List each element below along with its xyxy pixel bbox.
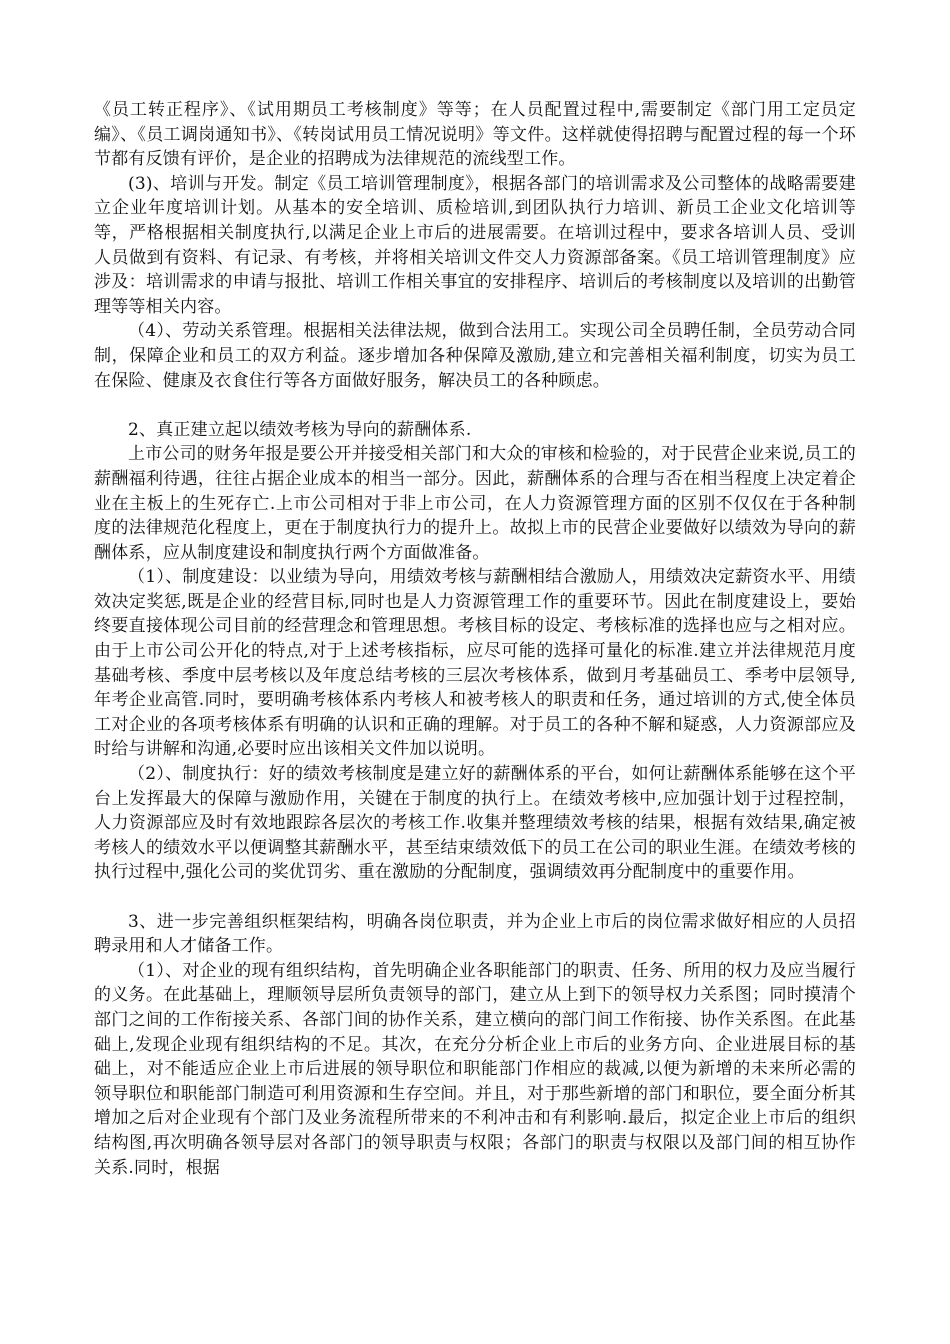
paragraph-salary-intro: 上市公司的财务年报是要公开并接受相关部门和大众的审核和检验的，对于民营企业来说,员工的薪酬福利待遇，往往占据企业成本的相当一部分。因此，薪酬体系的合理与否在相当程度上决定着企业在主板上的生死存亡.上市公司相对于非上市公司，在人力资源管理方面的区别不仅仅在于各种制度的法律规范化程度上，更在于制度执行力的提升上。故拟上市的民营企业要做好以绩效为导向的薪酬体系，应从制度建设和制度执行两个方面做准备。 xyxy=(94,444,857,563)
paragraph-recruitment-continuation: 《员工转正程序》、《试用期员工考核制度》等等；在人员配置过程中,需要制定《部门用工定员定编》、《员工调岗通知书》、《转岗试用员工情况说明》等文件。这样就使得招聘与配置过程的每一个环节都有反馈有评价，是企业的招聘成为法律规范的流线型工作。 xyxy=(94,100,856,170)
section-heading-2: 2、真正建立起以绩效考核为导向的薪酬体系. xyxy=(128,419,472,440)
section-heading-3: 3、进一步完善组织框架结构，明确各岗位职责，并为企业上市后的岗位需求做好相应的人员招聘录用和人才储备工作。 xyxy=(94,911,856,957)
paragraph-gap xyxy=(94,393,856,418)
document-body xyxy=(94,98,856,1180)
paragraph-labor-relations: （4）、劳动关系管理。根据相关法律法规，做到合法用工。实现公司全员聘任制，全员劳动合同制，保障企业和员工的双方利益。逐步增加各种保障及激励,建立和完善相关福利制度，切实为员工在保险、健康及衣食住行等各方面做好服务，解决员工的各种顾虑。 xyxy=(94,321,856,391)
paragraph-org-structure: （1）、对企业的现有组织结构，首先明确企业各职能部门的职责、任务、所用的权力及应当履行的义务。在此基础上，理顺领导层所负责领导的部门，建立从上到下的领导权力关系图；同时摸清个部门之间的工作衔接关系、各部门间的协作关系，建立横向的部门间工作衔接、协作关系图。在此基础上,发现企业现有组织结构的不足。其次，在充分分析企业上市后的业务方向、企业进展目标的基础上，对不能适应企业上市后进展的领导职位和职能部门作相应的裁减,以便为新增的未来所必需的领导职位和职能部门制造可利用资源和生存空间。并且，对于那些新增的部门和职位，要全面分析其增加之后对企业现有个部门及业务流程所带来的不利冲击和有利影响.最后，拟定企业上市后的组织结构图,再次明确各领导层对各部门的领导职责与权限；各部门的职责与权限以及部门间的相互协作关系.同时，根据 xyxy=(94,960,856,1178)
paragraph-system-building: （1）、制度建设：以业绩为导向，用绩效考核与薪酬相结合激励人，用绩效决定薪资水平、用绩效决定奖惩,既是企业的经营目标,同时也是人力资源管理工作的重要环节。因此在制度建设上，要始终要直接体现公司目前的经营理念和管理思想。考核目标的设定、考核标准的选择也应与之相对应。由于上市公司公开化的特点,对于上述考核指标，应尽可能的选择可量化的标准.建立并法律规范月度基础考核、季度中层考核以及年度总结考核的三层次考核体系，做到月考基础员工、季考中层领导,年考企业高管.同时，要明确考核体系内考核人和被考核人的职责和任务，通过培训的方式,使全体员工对企业的各项考核体系有明确的认识和正确的理解。对于员工的各种不解和疑惑，人力资源部应及时给与讲解和沟通,必要时应出该相关文件加以说明。 xyxy=(94,567,856,760)
paragraph-training: (3)、培训与开发。制定《员工培训管理制度》，根据各部门的培训需求及公司整体的战略需要建立企业年度培训计划。从基本的安全培训、质检培训,到团队执行力培训、新员工企业文化培训等等，严格根据相关制度执行,以满足企业上市后的进展需要。在培训过程中，要求各培训人员、受训人员做到有资料、有记录、有考核，并将相关培训文件交人力资源部备案。《员工培训管理制度》应涉及：培训需求的申请与报批、培训工作相关事宜的安排程序、培训后的考核制度以及培训的出勤管理等等相关内容。 xyxy=(94,173,856,317)
paragraph-system-execution: （2）、制度执行：好的绩效考核制度是建立好的薪酬体系的平台，如何让薪酬体系能够在这个平台上发挥最大的保障与激励作用，关键在于制度的执行上。在绩效考核中,应加强计划于过程控制，人力资源部应及时有效地跟踪各层次的考核工作.收集并整理绩效考核的结果，根据有效结果,确定被考核人的绩效水平以便调整其薪酬水平，甚至结束绩效低下的员工在公司的职业生涯。在绩效考核的执行过程中,强化公司的奖优罚劣、重在激励的分配制度，强调绩效再分配制度中的重要作用。 xyxy=(94,764,856,883)
paragraph-gap xyxy=(94,885,856,910)
